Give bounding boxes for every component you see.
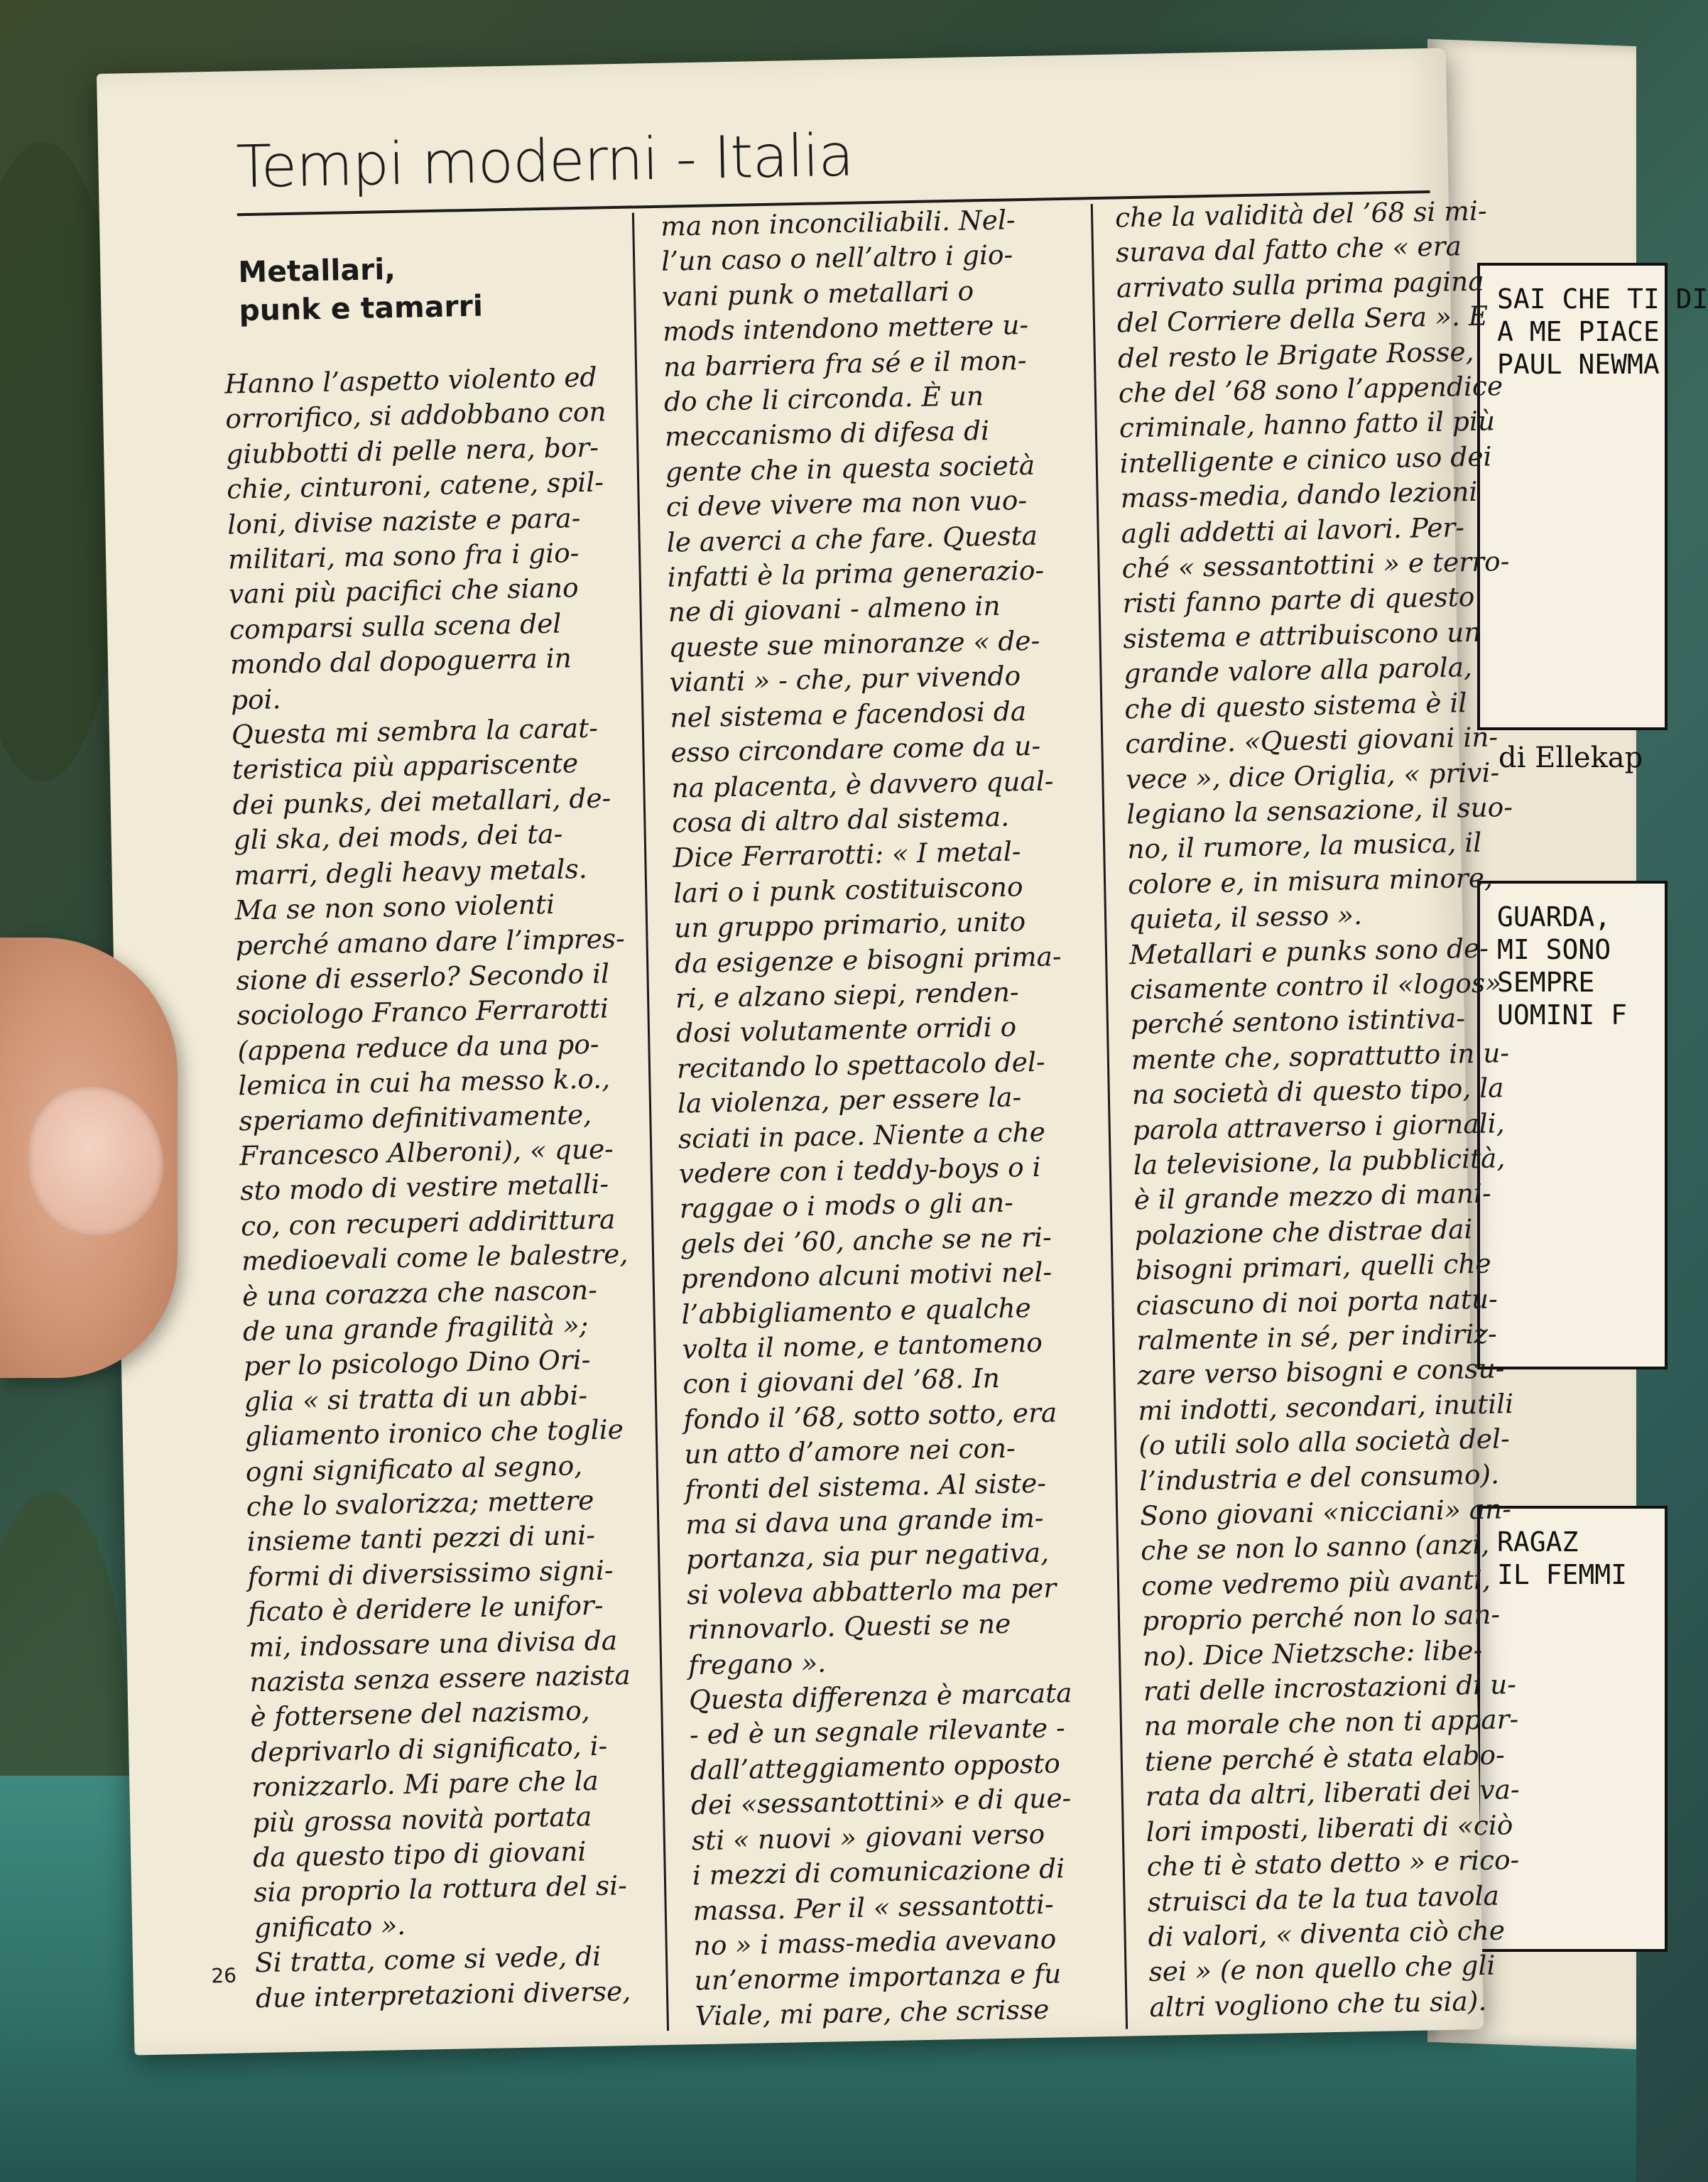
cartoon-2-caption: GUARDA, MI SONO SEMPRE UOMINI F xyxy=(1497,901,1628,1031)
text-line: co, con recuperi addirittura xyxy=(240,1203,616,1242)
text-line: na placenta, è davvero qual- xyxy=(671,764,1054,804)
text-line: che di questo sistema è il xyxy=(1124,686,1467,725)
text-line: zare verso bisogni e consu- xyxy=(1137,1352,1505,1391)
text-line: bisogni primari, quelli che xyxy=(1135,1247,1492,1286)
text-line: sto modo di vestire metalli- xyxy=(239,1168,609,1207)
text-column-2 xyxy=(660,202,1107,2034)
text-line: è fottersene del nazismo, xyxy=(250,1695,590,1733)
text-line: altri vogliono che tu sia). xyxy=(1149,1985,1487,2023)
text-line: Questa differenza è marcata xyxy=(688,1677,1072,1716)
text-line: ri, e alzano siepi, renden- xyxy=(675,976,1020,1014)
text-line: grande valore alla parola, xyxy=(1124,651,1473,690)
text-line: vece », dice Origlia, « privi- xyxy=(1125,756,1500,795)
text-line: Questa mi sembra la carat- xyxy=(231,712,599,751)
text-line: cosa di altro dal sistema. xyxy=(671,800,1010,839)
text-line: sistema e attribuiscono un xyxy=(1123,616,1481,655)
text-line: mass-media, dando lezioni xyxy=(1120,476,1478,514)
text-line: ma non inconciliabili. Nel- xyxy=(660,204,1016,242)
cartoon-3-caption: RAGAZ IL FEMMI xyxy=(1497,1526,1628,1590)
text-line: struisci da te la tua tavola xyxy=(1147,1879,1500,1918)
text-line: na società di questo tipo, la xyxy=(1131,1072,1504,1111)
text-line: è una corazza che nascon- xyxy=(241,1274,598,1312)
text-line: ronizzarlo. Mi pare che la xyxy=(251,1765,599,1803)
text-line: un gruppo primario, unito xyxy=(673,906,1026,944)
text-line: queste sue minoranze « de- xyxy=(668,624,1040,663)
text-line: sciati in pace. Niente a che xyxy=(678,1116,1046,1155)
text-line: gliamento ironico che toglie xyxy=(244,1413,624,1453)
text-line: agli addetti ai lavori. Per- xyxy=(1121,511,1465,550)
text-line: militari, ma sono fra i gio- xyxy=(227,537,580,575)
text-line: sti « nuovi » giovani verso xyxy=(691,1818,1045,1857)
text-line: Si tratta, come si vede, di xyxy=(254,1941,602,1979)
text-line: lemica in cui ha messo k.o., xyxy=(237,1063,611,1102)
article-headline xyxy=(238,249,484,330)
cartoon-1-caption: SAI CHE TI DI A ME PIACE PAUL NEWMA xyxy=(1497,283,1708,380)
text-line: nazista senza essere nazista xyxy=(249,1659,631,1698)
text-line: giubbotti di pelle nera, bor- xyxy=(225,431,599,470)
text-line: per lo psicologo Dino Ori- xyxy=(243,1344,591,1382)
text-line: è il grande mezzo di mani- xyxy=(1133,1177,1492,1216)
text-line: na morale che non ti appar- xyxy=(1143,1703,1519,1742)
text-line: più grossa novità portata xyxy=(251,1800,592,1838)
text-line: Viale, mi pare, che scrisse xyxy=(695,1993,1050,2032)
text-line: - ed è un segnale rilevante - xyxy=(689,1712,1066,1751)
text-line: surava dal fatto che « era xyxy=(1115,230,1462,268)
text-line: due interpretazioni diverse, xyxy=(255,1975,631,2014)
text-line: deprivarlo di significato, i- xyxy=(250,1730,608,1769)
text-line: intelligente e cinico uso dei xyxy=(1119,440,1492,479)
text-line: infatti è la prima generazio- xyxy=(667,554,1045,593)
text-line: la televisione, la pubblicità, xyxy=(1133,1142,1506,1181)
text-line: ma si dava una grande im- xyxy=(685,1502,1044,1541)
text-line: mondo dal dopoguerra in xyxy=(229,642,572,680)
text-line: da questo tipo di giovani xyxy=(252,1835,587,1874)
text-line: rata da altri, liberati dei va- xyxy=(1145,1774,1521,1813)
text-line: glia « si tratta di un abbi- xyxy=(244,1379,588,1418)
text-line: na barriera fra sé e il mon- xyxy=(663,344,1027,383)
text-line: recitando lo spettacolo del- xyxy=(676,1046,1045,1085)
text-line: volta il nome, e tantomeno xyxy=(682,1326,1043,1365)
text-line: Sono giovani «nicciani» an- xyxy=(1139,1493,1512,1532)
text-line: che del ’68 sono l’appendice xyxy=(1118,370,1503,409)
text-line: un atto d’amore nei con- xyxy=(684,1432,1016,1470)
text-line: esso circondare come da u- xyxy=(670,729,1041,769)
text-line: parola attraverso i giornali, xyxy=(1132,1107,1505,1146)
text-line: dei punks, dei metallari, de- xyxy=(232,782,611,821)
text-line: dosi volutamente orridi o xyxy=(675,1011,1017,1049)
text-line: insieme tanti pezzi di uni- xyxy=(246,1519,596,1558)
text-line: gente che in questa società xyxy=(665,449,1035,488)
text-line: la violenza, per essere la- xyxy=(677,1081,1022,1119)
headline-line: punk e tamarri xyxy=(238,288,484,328)
text-line: del Corriere della Sera ». E xyxy=(1116,300,1489,339)
text-line: speriamo definitivamente, xyxy=(238,1098,592,1136)
text-line: comparsi sulla scena del xyxy=(229,607,562,646)
text-line: polazione che distrae dai xyxy=(1134,1212,1473,1252)
text-line: proprio perché non lo san- xyxy=(1141,1598,1501,1637)
text-line: ché « sessantottini » e terro- xyxy=(1121,546,1510,585)
text-line: un’enorme importanza e fu xyxy=(694,1958,1062,1997)
text-line: rinnovarlo. Questi se ne xyxy=(687,1607,1011,1646)
text-line: poi. xyxy=(230,683,281,716)
page-number: 26 xyxy=(211,1963,237,1988)
text-line: gli ska, dei mods, dei ta- xyxy=(233,818,563,856)
text-line: come vedremo più avanti, xyxy=(1141,1563,1491,1602)
text-line: raggae o i mods o gli an- xyxy=(679,1186,1014,1225)
text-line: fronti del sistema. Al siste- xyxy=(684,1467,1047,1506)
text-line: chie, cinturoni, catene, spil- xyxy=(226,466,604,505)
text-line: orrorifico, si addobbano con xyxy=(224,396,606,435)
section-title: Tempi moderni - Italia xyxy=(235,121,854,202)
text-line: ficato è deridere le unifor- xyxy=(248,1589,604,1628)
text-line: tiene perché è stata elabo- xyxy=(1144,1739,1506,1777)
text-line: do che li circonda. È un xyxy=(663,380,984,418)
text-line: dei «sessantottini» e di que- xyxy=(690,1782,1072,1821)
text-line: ci deve vivere ma non vuo- xyxy=(665,484,1028,523)
text-line: mente che, soprattutto in u- xyxy=(1131,1036,1510,1076)
text-line: vani più pacifici che siano xyxy=(228,572,580,610)
text-line: da esigenze e bisogni prima- xyxy=(674,940,1062,979)
text-line: Dice Ferrarotti: « I metal- xyxy=(672,835,1021,874)
text-line: ogni significato al segno, xyxy=(245,1449,583,1487)
text-line: marri, degli heavy metals. xyxy=(234,852,588,891)
text-line: perché amano dare l’impres- xyxy=(235,922,626,961)
text-line: con i giovani del ’68. In xyxy=(682,1362,1001,1400)
text-line: mi, indossare una divisa da xyxy=(249,1624,618,1663)
text-line: i mezzi di comunicazione di xyxy=(692,1852,1065,1891)
text-line: l’industria e del consumo). xyxy=(1138,1458,1500,1497)
text-line: che ti è stato detto » e rico- xyxy=(1146,1844,1520,1883)
text-line: perché sentono istintiva- xyxy=(1130,1002,1466,1041)
text-line: legiano la sensazione, il suo- xyxy=(1126,791,1513,830)
text-line: Metallari e punks sono de- xyxy=(1128,932,1489,970)
text-line: quieta, il sesso ». xyxy=(1128,899,1363,935)
text-line: no, il rumore, la musica, il xyxy=(1126,827,1482,865)
text-line: ciascuno di noi porta natu- xyxy=(1136,1283,1498,1321)
text-line: formi di diversissimo signi- xyxy=(247,1554,614,1593)
text-line: Hanno l’aspetto violento ed xyxy=(224,361,597,400)
text-line: ne di giovani - almeno in xyxy=(668,590,1001,629)
text-line: Francesco Alberoni), « que- xyxy=(239,1133,614,1172)
text-line: arrivato sulla prima pagina xyxy=(1116,265,1484,304)
text-line: no). Dice Nietzsche: libe- xyxy=(1142,1634,1483,1672)
text-line: no » i mass-media avevano xyxy=(693,1923,1057,1962)
text-line: (o utili solo alla società del- xyxy=(1138,1423,1511,1462)
text-line: de una grande fragilità »; xyxy=(242,1309,589,1347)
text-line: teristica più appariscente xyxy=(232,747,579,786)
text-line: vani punk o metallari o xyxy=(661,275,974,313)
text-line: che se non lo sanno (anzi, xyxy=(1140,1529,1490,1567)
headline-line: Metallari, xyxy=(237,251,396,290)
text-line: fregano ». xyxy=(687,1646,827,1681)
text-line: di valori, « diventa ciò che xyxy=(1148,1914,1506,1953)
text-line: medioevali come le balestre, xyxy=(241,1238,629,1277)
cartoon-credit: di Ellekap xyxy=(1498,742,1643,774)
text-line: che lo svalorizza; mettere xyxy=(246,1484,594,1523)
text-line: le averci a che fare. Questa xyxy=(666,519,1038,558)
text-line: sociologo Franco Ferrarotti xyxy=(236,992,609,1031)
text-line: portanza, sia pur negativa, xyxy=(685,1537,1050,1575)
text-line: criminale, hanno fatto il più xyxy=(1119,405,1496,444)
text-line: ralmente in sé, per indiriz- xyxy=(1136,1318,1498,1357)
text-line: (appena reduce da una po- xyxy=(237,1028,599,1067)
text-line: l’abbigliamento e qualche xyxy=(681,1291,1032,1330)
text-line: nel sistema e facendosi da xyxy=(670,695,1027,734)
text-line: del resto le Brigate Rosse, xyxy=(1117,335,1474,374)
text-line: colore e, in misura minore, xyxy=(1127,862,1494,901)
text-line: sione di esserlo? Secondo il xyxy=(236,957,610,997)
text-line: rati delle incrostazioni di u- xyxy=(1143,1668,1517,1708)
text-line: meccanismo di difesa di xyxy=(664,415,990,453)
text-line: gnificato ». xyxy=(254,1909,406,1944)
text-line: vedere con i teddy-boys o i xyxy=(678,1151,1041,1190)
text-line: che la validità del ’68 si mi- xyxy=(1114,195,1487,234)
text-line: Ma se non sono violenti xyxy=(234,888,555,926)
text-line: si voleva abbatterlo ma per xyxy=(686,1572,1057,1611)
text-column-1 xyxy=(224,359,668,2016)
text-line: prendono alcuni motivi nel- xyxy=(680,1256,1052,1295)
text-line: fondo il ’68, sotto sotto, era xyxy=(683,1396,1057,1435)
text-line: lari o i punk costituiscono xyxy=(673,870,1023,909)
text-line: vianti » - che, pur vivendo xyxy=(669,660,1021,698)
text-line: loni, divise naziste e para- xyxy=(227,501,581,541)
text-line: gels dei ’60, anche se ne ri- xyxy=(680,1221,1052,1260)
text-line: dall’atteggiamento opposto xyxy=(690,1747,1061,1786)
text-line: massa. Per il « sessantotti- xyxy=(692,1888,1054,1926)
magazine-page xyxy=(97,48,1521,2056)
text-line: l’un caso o nell’altro i gio- xyxy=(660,239,1013,278)
text-line: sia proprio la rottura del si- xyxy=(253,1869,628,1909)
text-line: risti fanno parte di questo xyxy=(1122,581,1475,619)
text-line: mods intendono mettere u- xyxy=(662,309,1029,347)
text-line: sei » (e non quello che gli xyxy=(1148,1950,1496,1988)
text-line: lori imposti, liberati di «ciò xyxy=(1146,1808,1513,1847)
text-column-3 xyxy=(1115,192,1562,2025)
text-line: cisamente contro il «logos» xyxy=(1129,967,1502,1006)
text-line: cardine. «Questi giovani in- xyxy=(1124,721,1498,760)
text-line: mi indotti, secondari, inutili xyxy=(1137,1387,1514,1427)
